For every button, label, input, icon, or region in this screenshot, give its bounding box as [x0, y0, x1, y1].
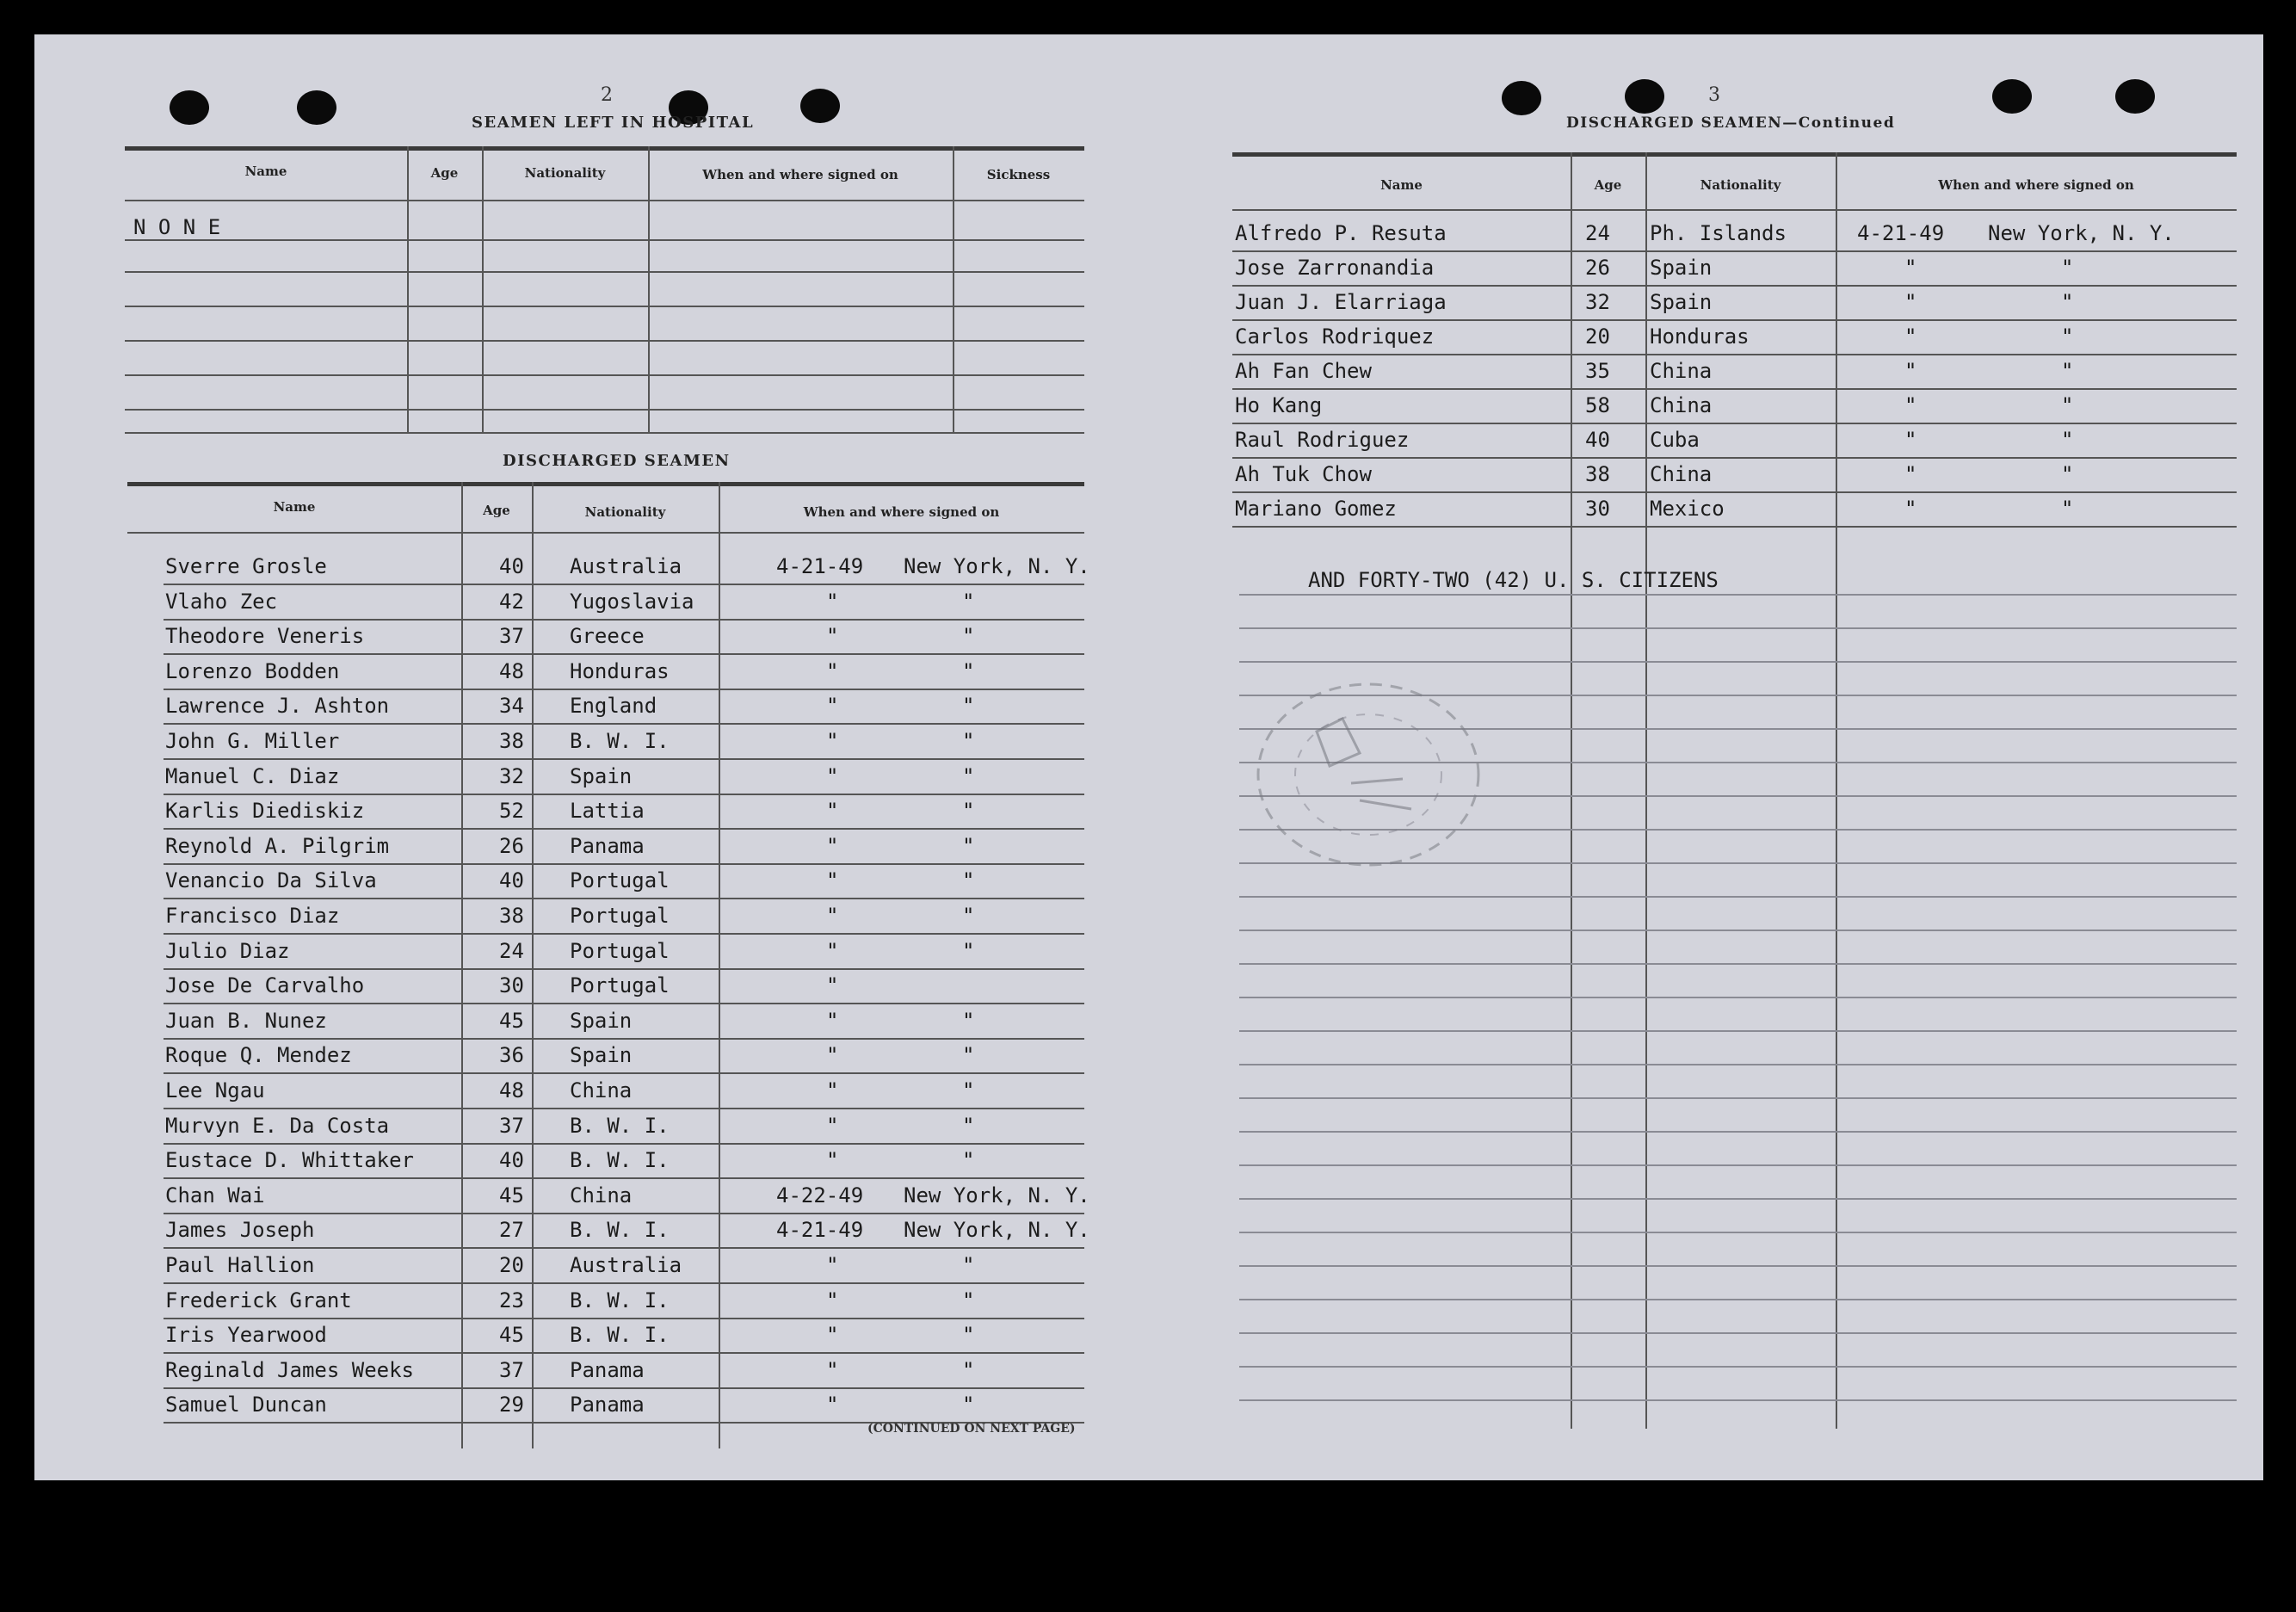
seaman-nationality: Portugal: [570, 904, 670, 928]
hospital-header-name: Name: [244, 164, 287, 179]
signed-on-place: ": [962, 1009, 975, 1033]
seaman-name: John G. Miller: [165, 729, 340, 753]
signed-on-place: ": [2061, 428, 2074, 452]
seaman-nationality: China: [570, 1078, 633, 1102]
seaman-age: 20: [499, 1253, 524, 1277]
signed-on-date: ": [1904, 428, 1917, 452]
seaman-nationality: Portugal: [570, 939, 670, 963]
hospital-entry: N O N E: [133, 215, 221, 239]
signed-on-date: ": [826, 834, 839, 858]
seaman-age: 36: [499, 1043, 524, 1067]
signed-on-place: ": [962, 904, 975, 928]
signed-on-date: ": [826, 694, 839, 718]
seaman-age: 38: [499, 729, 524, 753]
punch-hole: [2115, 79, 2155, 114]
seaman-nationality: China: [1650, 359, 1713, 383]
row-rule: [1232, 319, 2237, 321]
signed-on-date: ": [826, 1358, 839, 1382]
signed-on-date: 4-21-49: [776, 1218, 864, 1242]
seaman-name: Francisco Diaz: [165, 904, 340, 928]
seaman-age: 29: [499, 1393, 524, 1417]
row-rule: [1232, 457, 2237, 459]
blank-rule: [1239, 1030, 2237, 1032]
seaman-age: 40: [499, 554, 524, 578]
signed-on-place: ": [962, 1114, 975, 1138]
signed-on-place: ": [2061, 393, 2074, 417]
signed-on-place: ": [2061, 497, 2074, 521]
seaman-age: 58: [1585, 393, 1610, 417]
row-rule: [164, 689, 1084, 690]
seaman-name: Ho Kang: [1235, 393, 1323, 417]
continued-header-when-where: When and where signed on: [1938, 177, 2134, 193]
signed-on-date: ": [826, 1043, 839, 1067]
seaman-age: 26: [499, 834, 524, 858]
signed-on-date: ": [826, 764, 839, 788]
seaman-nationality: Mexico: [1650, 497, 1725, 521]
seaman-nationality: Spain: [570, 764, 633, 788]
seaman-name: Julio Diaz: [165, 939, 290, 963]
seaman-name: Venancio Da Silva: [165, 868, 377, 892]
signed-on-place: ": [962, 939, 975, 963]
document-sheet: [34, 34, 2263, 1480]
signed-on-place: ": [962, 1148, 975, 1172]
hospital-header-when-where: When and where signed on: [702, 167, 898, 182]
seaman-age: 40: [499, 868, 524, 892]
row-rule: [164, 619, 1084, 621]
seaman-age: 37: [499, 1358, 524, 1382]
seaman-name: Ah Tuk Chow: [1235, 462, 1372, 486]
signed-on-place: ": [962, 729, 975, 753]
seaman-age: 48: [499, 1078, 524, 1102]
seaman-nationality: B. W. I.: [570, 1148, 670, 1172]
seaman-nationality: England: [570, 694, 657, 718]
seaman-name: James Joseph: [165, 1218, 315, 1242]
row-rule: [164, 653, 1084, 655]
row-rule: [164, 758, 1084, 760]
seaman-age: 38: [1585, 462, 1610, 486]
signed-on-place: ": [962, 624, 975, 648]
postmark-stamp: [1231, 671, 1489, 878]
signed-on-date: ": [826, 729, 839, 753]
row-rule: [1232, 354, 2237, 355]
signed-on-date: 4-21-49: [1857, 221, 1945, 245]
signed-on-date: ": [826, 939, 839, 963]
blank-rule: [1239, 963, 2237, 965]
signed-on-place: ": [962, 834, 975, 858]
hospital-header-nationality: Nationality: [524, 165, 606, 181]
seaman-nationality: Australia: [570, 554, 682, 578]
seaman-name: Juan B. Nunez: [165, 1009, 327, 1033]
seaman-age: 35: [1585, 359, 1610, 383]
seaman-nationality: Portugal: [570, 868, 670, 892]
signed-on-date: ": [1904, 497, 1917, 521]
signed-on-date: ": [826, 904, 839, 928]
discharged-header-age: Age: [483, 503, 510, 518]
continued-header-nationality: Nationality: [1700, 177, 1781, 193]
seaman-name: Jose De Carvalho: [165, 973, 365, 997]
seaman-name: Chan Wai: [165, 1183, 265, 1207]
seaman-nationality: B. W. I.: [570, 729, 670, 753]
seaman-age: 45: [499, 1323, 524, 1347]
blank-rule: [1239, 1299, 2237, 1300]
row-rule: [1232, 423, 2237, 424]
signed-on-place: ": [2061, 462, 2074, 486]
signed-on-date: ": [826, 1148, 839, 1172]
seaman-name: Reynold A. Pilgrim: [165, 834, 390, 858]
row-rule: [164, 1108, 1084, 1109]
seaman-age: 45: [499, 1009, 524, 1033]
punch-hole: [1625, 79, 1664, 114]
signed-on-place: New York, N. Y.: [1988, 221, 2175, 245]
seaman-name: Ah Fan Chew: [1235, 359, 1372, 383]
seaman-age: 40: [1585, 428, 1610, 452]
row-rule: [164, 1177, 1084, 1179]
blank-rule: [1239, 1097, 2237, 1099]
row-rule: [164, 1143, 1084, 1145]
hospital-header-sickness: Sickness: [986, 167, 1051, 182]
punch-hole: [1992, 79, 2032, 114]
seaman-name: Roque Q. Mendez: [165, 1043, 352, 1067]
blank-rule: [1239, 1265, 2237, 1267]
page-number-left: 2: [601, 84, 613, 106]
blank-rule: [1239, 997, 2237, 998]
continued-header-name: Name: [1380, 177, 1423, 193]
seaman-age: 32: [1585, 290, 1610, 314]
signed-on-date: ": [1904, 462, 1917, 486]
blank-rule: [1239, 1064, 2237, 1065]
seaman-nationality: Spain: [570, 1009, 633, 1033]
row-rule: [164, 794, 1084, 795]
seaman-nationality: B. W. I.: [570, 1114, 670, 1138]
signed-on-place: ": [962, 1078, 975, 1102]
seaman-name: Iris Yearwood: [165, 1323, 327, 1347]
row-rule: [164, 1213, 1084, 1214]
signed-on-date: 4-21-49: [776, 554, 864, 578]
signed-on-place: ": [2061, 256, 2074, 280]
seaman-nationality: B. W. I.: [570, 1218, 670, 1242]
signed-on-place: ": [962, 1253, 975, 1277]
signed-on-date: ": [826, 624, 839, 648]
discharged-header-name: Name: [273, 499, 316, 515]
punch-hole: [170, 90, 209, 125]
row-rule: [164, 1247, 1084, 1249]
seaman-age: 34: [499, 694, 524, 718]
row-rule: [164, 1282, 1084, 1284]
signed-on-date: ": [826, 1393, 839, 1417]
signed-on-date: ": [826, 799, 839, 823]
signed-on-date: ": [826, 1009, 839, 1033]
row-rule: [164, 828, 1084, 830]
blank-rule: [1239, 1164, 2237, 1166]
blank-rule: [1239, 1399, 2237, 1401]
seaman-nationality: Spain: [1650, 290, 1713, 314]
signed-on-place: New York, N. Y.: [904, 1183, 1090, 1207]
row-rule: [164, 1003, 1084, 1004]
seaman-name: Murvyn E. Da Costa: [165, 1114, 390, 1138]
seaman-name: Paul Hallion: [165, 1253, 315, 1277]
signed-on-date: ": [1904, 359, 1917, 383]
seaman-name: Eustace D. Whittaker: [165, 1148, 414, 1172]
row-rule: [164, 1387, 1084, 1389]
blank-rule: [1239, 661, 2237, 663]
signed-on-place: ": [962, 1323, 975, 1347]
signed-on-place: ": [962, 659, 975, 683]
signed-on-date: ": [1904, 256, 1917, 280]
seaman-name: Lorenzo Bodden: [165, 659, 340, 683]
signed-on-place: ": [962, 868, 975, 892]
row-rule: [164, 584, 1084, 585]
signed-on-place: ": [962, 764, 975, 788]
signed-on-date: ": [826, 1114, 839, 1138]
row-rule: [164, 968, 1084, 970]
discharged-header-when-where: When and where signed on: [803, 504, 1000, 520]
row-rule: [164, 898, 1084, 899]
seaman-name: Jose Zarronandia: [1235, 256, 1435, 280]
seaman-name: Raul Rodriguez: [1235, 428, 1410, 452]
blank-rule: [1239, 1131, 2237, 1133]
row-rule: [164, 1352, 1084, 1354]
seaman-age: 45: [499, 1183, 524, 1207]
blank-rule: [1239, 1198, 2237, 1200]
signed-on-date: ": [826, 1078, 839, 1102]
seaman-nationality: Portugal: [570, 973, 670, 997]
page-number-right: 3: [1708, 84, 1720, 106]
row-rule: [164, 933, 1084, 935]
seaman-nationality: Panama: [570, 834, 645, 858]
signed-on-place: ": [2061, 290, 2074, 314]
seaman-age: 24: [1585, 221, 1610, 245]
seaman-nationality: Yugoslavia: [570, 590, 694, 614]
signed-on-date: ": [826, 973, 839, 997]
seaman-nationality: China: [1650, 393, 1713, 417]
seaman-age: 48: [499, 659, 524, 683]
seaman-nationality: Spain: [570, 1043, 633, 1067]
signed-on-place: ": [2061, 324, 2074, 349]
seaman-age: 52: [499, 799, 524, 823]
seaman-name: Sverre Grosle: [165, 554, 327, 578]
row-rule: [1232, 526, 2237, 528]
signed-on-date: ": [826, 590, 839, 614]
signed-on-date: ": [1904, 393, 1917, 417]
signed-on-date: ": [826, 1323, 839, 1347]
discharged-section-title: DISCHARGED SEAMEN: [503, 452, 731, 470]
blank-rule: [1239, 627, 2237, 629]
seaman-age: 27: [499, 1218, 524, 1242]
seaman-age: 30: [499, 973, 524, 997]
signed-on-place: ": [962, 1358, 975, 1382]
seaman-nationality: Greece: [570, 624, 645, 648]
signed-on-date: 4-22-49: [776, 1183, 864, 1207]
seaman-age: 20: [1585, 324, 1610, 349]
seaman-name: Reginald James Weeks: [165, 1358, 414, 1382]
seaman-name: Lawrence J. Ashton: [165, 694, 390, 718]
blank-rule: [1239, 930, 2237, 931]
blank-rule: [1239, 1366, 2237, 1368]
seaman-nationality: B. W. I.: [570, 1288, 670, 1312]
punch-hole: [297, 90, 336, 125]
punch-hole: [800, 89, 840, 123]
signed-on-place: ": [962, 1393, 975, 1417]
signed-on-date: ": [826, 659, 839, 683]
seaman-nationality: China: [1650, 462, 1713, 486]
seaman-nationality: Cuba: [1650, 428, 1700, 452]
signed-on-date: ": [1904, 290, 1917, 314]
seaman-name: Mariano Gomez: [1235, 497, 1397, 521]
blank-rule: [1239, 1332, 2237, 1334]
seaman-age: 37: [499, 1114, 524, 1138]
row-rule: [1232, 285, 2237, 287]
seaman-age: 32: [499, 764, 524, 788]
hospital-header-age: Age: [430, 165, 459, 181]
signed-on-date: ": [826, 1288, 839, 1312]
seaman-nationality: Spain: [1650, 256, 1713, 280]
seaman-name: Manuel C. Diaz: [165, 764, 340, 788]
signed-on-place: ": [962, 1043, 975, 1067]
discharged-header-nationality: Nationality: [584, 504, 666, 520]
seaman-nationality: Honduras: [570, 659, 670, 683]
signed-on-date: ": [826, 1253, 839, 1277]
row-rule: [164, 1318, 1084, 1319]
seaman-nationality: Panama: [570, 1358, 645, 1382]
seaman-age: 30: [1585, 497, 1610, 521]
signed-on-place: New York, N. Y.: [904, 554, 1090, 578]
row-rule: [164, 1038, 1084, 1040]
seaman-age: 23: [499, 1288, 524, 1312]
us-citizens-note: AND FORTY-TWO (42) U. S. CITIZENS: [1308, 568, 1719, 592]
seaman-age: 42: [499, 590, 524, 614]
seaman-name: Karlis Diediskiz: [165, 799, 365, 823]
seaman-nationality: Lattia: [570, 799, 645, 823]
seaman-nationality: B. W. I.: [570, 1323, 670, 1347]
seaman-name: Lee Ngau: [165, 1078, 265, 1102]
seaman-nationality: China: [570, 1183, 633, 1207]
seaman-nationality: Panama: [570, 1393, 645, 1417]
row-rule: [1232, 491, 2237, 493]
continued-header-age: Age: [1594, 177, 1622, 193]
seaman-age: 26: [1585, 256, 1610, 280]
signed-on-date: ": [826, 868, 839, 892]
seaman-name: Theodore Veneris: [165, 624, 365, 648]
seaman-age: 40: [499, 1148, 524, 1172]
seaman-name: Alfredo P. Resuta: [1235, 221, 1447, 245]
continued-section-title: DISCHARGED SEAMEN—Continued: [1566, 114, 1896, 132]
punch-hole: [1502, 81, 1541, 115]
seaman-name: Carlos Rodriquez: [1235, 324, 1435, 349]
seaman-age: 24: [499, 939, 524, 963]
signed-on-place: New York, N. Y.: [904, 1218, 1090, 1242]
seaman-nationality: Ph. Islands: [1650, 221, 1787, 245]
blank-rule: [1239, 594, 2237, 596]
seaman-age: 38: [499, 904, 524, 928]
row-rule: [164, 863, 1084, 865]
signed-on-place: ": [962, 1288, 975, 1312]
hospital-section-title: SEAMEN LEFT IN HOSPITAL: [472, 114, 755, 132]
row-rule: [1232, 388, 2237, 390]
seaman-name: Juan J. Elarriaga: [1235, 290, 1447, 314]
continued-footer: (CONTINUED ON NEXT PAGE): [867, 1422, 1076, 1436]
seaman-nationality: Honduras: [1650, 324, 1750, 349]
signed-on-place: ": [962, 590, 975, 614]
seaman-age: 37: [499, 624, 524, 648]
signed-on-place: ": [2061, 359, 2074, 383]
row-rule: [164, 723, 1084, 725]
seaman-name: Frederick Grant: [165, 1288, 352, 1312]
signed-on-place: ": [962, 694, 975, 718]
seaman-nationality: Australia: [570, 1253, 682, 1277]
seaman-name: Vlaho Zec: [165, 590, 278, 614]
blank-rule: [1239, 1232, 2237, 1233]
row-rule: [164, 1072, 1084, 1074]
row-rule: [1232, 250, 2237, 252]
seaman-name: Samuel Duncan: [165, 1393, 327, 1417]
signed-on-place: ": [962, 799, 975, 823]
blank-rule: [1239, 896, 2237, 898]
signed-on-date: ": [1904, 324, 1917, 349]
